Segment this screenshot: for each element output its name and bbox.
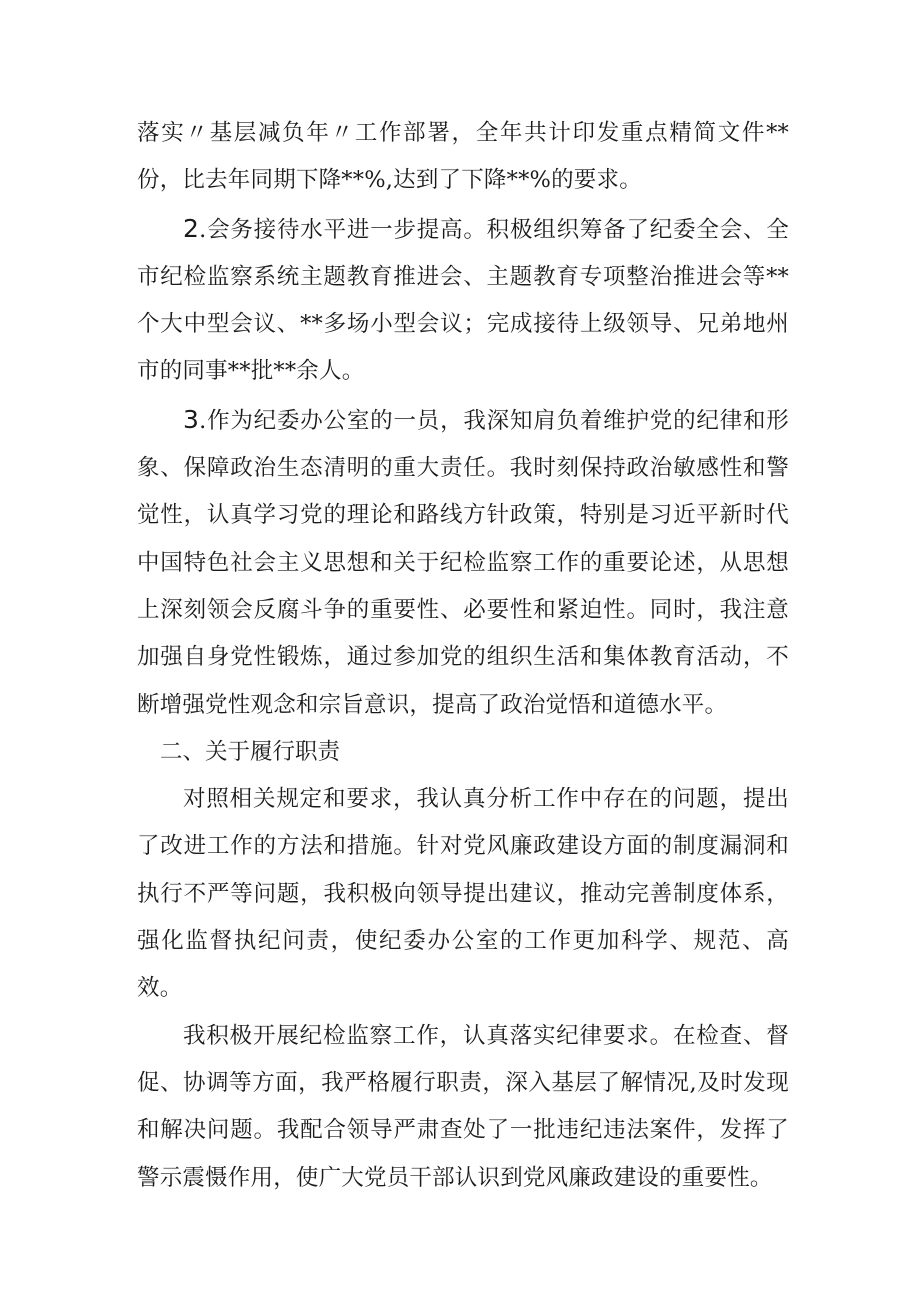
list-number: 2 — [183, 213, 200, 243]
paragraph-item-3 — [137, 396, 789, 729]
paragraph-text: 对照相关规定和要求，我认真分析工作中存在的问题，提出了改进工作的方法和措施。针对党风廉政建设方面的制度漏洞和执行不严等问题，我积极向领导提出建议，推动完善制度体系，强化监督执纪问责，使纪委办公室的工作更加科学、规范、高效。 — [137, 786, 789, 1002]
paragraph-duty-2 — [137, 1013, 789, 1202]
paragraph-text: 落实〃基层减负年〃工作部署，全年共计印发重点精简文件**份，比去年同期下降**%,达到了下降**%的要求。 — [137, 120, 789, 194]
list-number: 3 — [183, 404, 200, 434]
paragraph-text: .作为纪委办公室的一员，我深知肩负着维护党的纪律和形象、保障政治生态清明的重大责任。我时刻保持政治敏感性和警觉性，认真学习党的理论和路线方针政策，特别是习近平新时代中国特色社会主义思想和关于纪检监察工作的重要论述，从思想上深刻领会反腐斗争的重要性、必要性和紧迫性。同时，我注意加强自身党性锻炼，通过参加党的组织生活和集体教育活动，不断增强党性观念和宗旨意识，提高了政治觉悟和道德水平。 — [137, 407, 789, 718]
paragraph-duty-1 — [137, 776, 789, 1012]
paragraph-intro-continuation — [137, 110, 789, 205]
paragraph-text: .会务接待水平进一步提高。积极组织筹备了纪委全会、全市纪检监察系统主题教育推进会、主题教育专项整治推进会等**个大中型会议、**多场小型会议；完成接待上级领导、兄弟地州市的同事**批**余人。 — [137, 216, 789, 385]
section-heading: 二、关于履行职责 — [160, 738, 341, 765]
paragraph-item-2 — [137, 205, 789, 396]
paragraph-text: 我积极开展纪检监察工作，认真落实纪律要求。在检查、督促、协调等方面，我严格履行职责，深入基层了解情况,及时发现和解决问题。我配合领导严肃查处了一批违纪违法案件，发挥了警示震慑作用，使广大党员干部认识到党风廉政建设的重要性。 — [137, 1022, 789, 1191]
document-body — [137, 110, 789, 1202]
